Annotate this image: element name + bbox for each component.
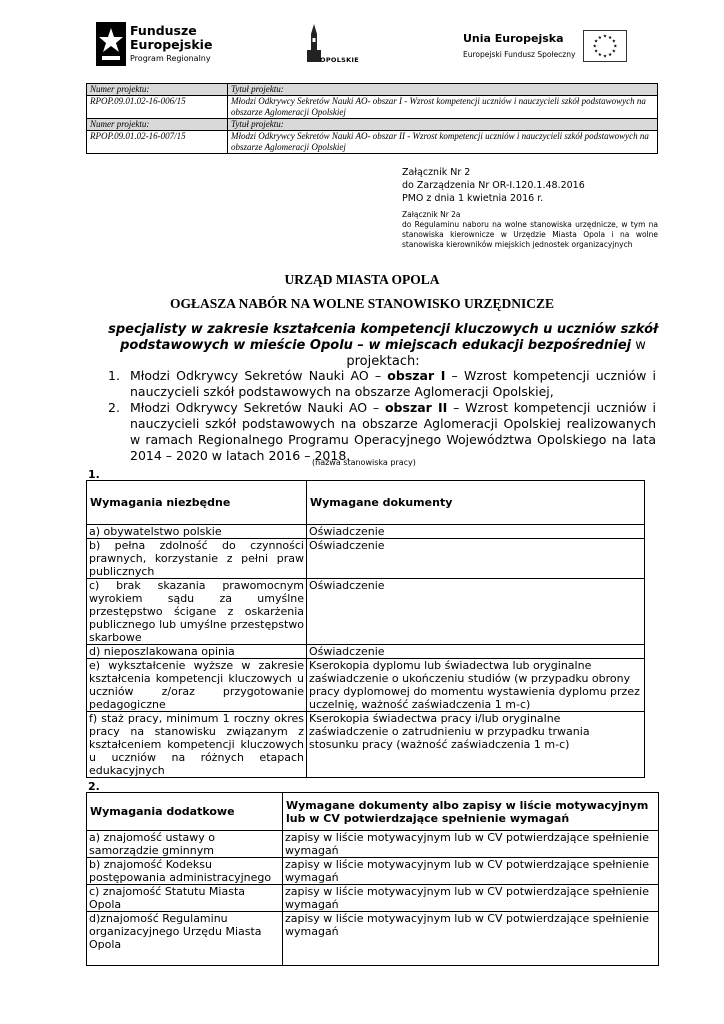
eu-logo-line2: Europejski Fundusz Społeczny	[463, 50, 576, 59]
annex-sub	[402, 210, 658, 250]
svg-text:★: ★	[611, 49, 617, 55]
svg-text:★: ★	[608, 52, 613, 58]
position-description	[108, 322, 658, 370]
project-list	[108, 368, 656, 464]
section2-number: 2.	[88, 780, 100, 793]
list-item-post: – Wzrost kompetencji uczniów i nauczycieli szkół podstawowych na obszarze Aglomeracji Opolskiej realizowanych w ramach Regionalnego Programu Operacyjnego Województwa Opolskiego na lata 2014 – 2020 w latach 2016 – 2018.	[130, 400, 656, 463]
fe-star-icon	[96, 22, 126, 66]
requirement-cell: a) znajomość ustawy o samorządzie gminnym	[87, 831, 283, 858]
project-title-label: Tytuł projektu:	[228, 84, 658, 96]
project-row	[87, 131, 658, 154]
project-number-label: Numer projektu:	[87, 119, 228, 131]
svg-text:★: ★	[613, 44, 618, 50]
opolskie-logo-text: OPOLSKIE	[320, 56, 359, 64]
document-cell: Kserokopia dyplomu lub świadectwa lub oryginalne zaświadczenie o ukończeniu studiów (w przypadku obrony pracy dyplomowej do momentu wystawienia dyplomu przez uczelnię, ważność zaświadczenia 1 m-c)	[307, 659, 645, 712]
svg-text:★: ★	[597, 35, 602, 41]
table-row	[87, 539, 645, 579]
position-name: specjalisty w zakresie kształcenia kompetencji kluczowych u uczniów szkół podstawowych w mieście Opolu – w miejscach edukacji bezpośredniej	[108, 322, 658, 353]
annex-sub-title: Załącznik Nr 2a	[402, 210, 461, 219]
project-table	[86, 83, 658, 154]
requirement-cell: d) nieposzlakowana opinia	[87, 645, 307, 659]
document-cell: Oświadczenie	[307, 525, 645, 539]
additional-table	[86, 792, 659, 966]
list-item-pre: Młodzi Odkrywcy Sekretów Nauki AO –	[130, 400, 385, 415]
document-cell: zapisy w liście motywacyjnym lub w CV potwierdzające spełnienie wymagań	[283, 858, 659, 885]
requirement-cell: e) wykształcenie wyższe w zakresie kształcenia kompetencji kluczowych u uczniów z/oraz przygotowanie pedagogiczne	[87, 659, 307, 712]
list-item	[108, 368, 656, 400]
fe-logo-line2: Europejskie	[130, 37, 213, 52]
project-title: Młodzi Odkrywcy Sekretów Nauki AO- obszar I - Wzrost kompetencji uczniów i nauczycieli szkół podstawowych na obszarze Aglomeracji Opolskiej	[228, 96, 658, 119]
position-tail: w projektach:	[346, 338, 646, 369]
table-row	[87, 645, 645, 659]
annex-line2: do Zarządzenia Nr OR-I.120.1.48.2016	[402, 180, 585, 191]
table-row	[87, 831, 659, 858]
table-row	[87, 885, 659, 912]
requirement-cell: b) pełna zdolność do czynności prawnych, korzystanie z pełni praw publicznych	[87, 539, 307, 579]
table-header-row	[87, 793, 659, 831]
document-cell: Oświadczenie	[307, 579, 645, 645]
list-item-post: – Wzrost kompetencji uczniów i nauczycieli szkół podstawowych na obszarze Aglomeracji Opolskiej,	[130, 368, 656, 399]
table-row	[87, 659, 645, 712]
requirement-cell: f) staż pracy, minimum 1 roczny okres pracy na stanowisku związanym z kształceniem kompetencji kluczowych u uczniów na różnych etapach edukacyjnych	[87, 712, 307, 778]
list-item	[108, 400, 656, 464]
document-cell: Kserokopia świadectwa pracy i/lub oryginalne zaświadczenie o zatrudnieniu w przypadku trwania stosunku pracy (ważność zaświadczenia 1 m-c)	[307, 712, 645, 778]
list-item-bold: obszar II	[384, 400, 448, 415]
column-header: Wymagania dodatkowe	[87, 793, 283, 831]
eu-logo	[463, 30, 628, 68]
document-cell: zapisy w liście motywacyjnym lub w CV potwierdzające spełnienie wymagań	[283, 885, 659, 912]
column-header: Wymagane dokumenty	[307, 481, 645, 525]
project-title-label: Tytuł projektu:	[228, 119, 658, 131]
svg-text:★: ★	[593, 39, 599, 45]
project-header-row	[87, 84, 658, 96]
fundusze-europejskie-logo	[96, 22, 226, 70]
svg-text:★: ★	[593, 49, 599, 55]
announcement-title: OGŁASZA NABÓR NA WOLNE STANOWISKO URZĘDNICZE	[170, 296, 554, 311]
position-hint: (nazwa stanowiska pracy)	[312, 458, 416, 467]
svg-text:★: ★	[608, 35, 613, 41]
eu-flag-icon	[583, 30, 627, 62]
project-title: Młodzi Odkrywcy Sekretów Nauki AO- obszar II - Wzrost kompetencji uczniów i nauczycieli szkół podstawowych na obszarze Aglomeracji Opolskiej	[228, 131, 658, 154]
project-number: RPOP.09.01.02-16-006/15	[87, 96, 228, 119]
table-row	[87, 579, 645, 645]
required-table	[86, 480, 645, 778]
svg-text:★: ★	[602, 34, 608, 40]
list-item-number: 1.	[108, 368, 120, 383]
document-cell: Oświadczenie	[307, 539, 645, 579]
table-row	[87, 712, 645, 778]
fe-logo-text	[130, 24, 212, 66]
svg-text:★: ★	[602, 54, 608, 60]
project-header-row	[87, 119, 658, 131]
svg-text:★: ★	[611, 39, 617, 45]
requirement-cell: a) obywatelstwo polskie	[87, 525, 307, 539]
project-number-label: Numer projektu:	[87, 84, 228, 96]
document-cell: zapisy w liście motywacyjnym lub w CV potwierdzające spełnienie wymagań	[283, 912, 659, 966]
document-cell: Oświadczenie	[307, 645, 645, 659]
eu-stars-icon	[584, 31, 626, 61]
fe-logo-line3: Program Regionalny	[130, 54, 211, 63]
list-item-pre: Młodzi Odkrywcy Sekretów Nauki AO –	[130, 368, 388, 383]
section1-number: 1.	[88, 468, 100, 481]
column-header: Wymagania niezbędne	[87, 481, 307, 525]
project-row	[87, 96, 658, 119]
column-header: Wymagane dokumenty albo zapisy w liście motywacyjnym lub w CV potwierdzające spełnienie wymagań	[283, 793, 659, 831]
eu-logo-line1: Unia Europejska	[463, 32, 564, 45]
project-number: RPOP.09.01.02-16-007/15	[87, 131, 228, 154]
table-row	[87, 912, 659, 966]
svg-text:★: ★	[597, 52, 602, 58]
table-row	[87, 858, 659, 885]
office-title: URZĄD MIASTA OPOLA	[284, 272, 440, 287]
fe-logo-line1: Fundusze	[130, 23, 197, 38]
list-item-number: 2.	[108, 400, 120, 415]
table-header-row	[87, 481, 645, 525]
document-cell: zapisy w liście motywacyjnym lub w CV potwierdzające spełnienie wymagań	[283, 831, 659, 858]
table-row	[87, 525, 645, 539]
annex-main	[402, 166, 585, 205]
requirement-cell: d)znajomość Regulaminu organizacyjnego Urzędu Miasta Opola	[87, 912, 283, 966]
annex-line1: Załącznik Nr 2	[402, 167, 471, 178]
annex-line3: PMO z dnia 1 kwietnia 2016 r.	[402, 193, 544, 204]
svg-text:★: ★	[592, 44, 597, 50]
annex-sub-text: do Regulaminu naboru na wolne stanowiska urzędnicze, w tym na stanowiska kierownicze w Urzędzie Miasta Opola i na wolne stanowiska kierowników miejskich jednostek organizacyjnych	[402, 220, 658, 249]
list-item-bold: obszar I	[387, 368, 446, 383]
requirement-cell: b) znajomość Kodeksu postępowania administracyjnego	[87, 858, 283, 885]
requirement-cell: c) brak skazania prawomocnym wyrokiem sądu za umyślne przestępstwo ścigane z oskarżenia publicznego lub umyślne przestępstwo skarbowe	[87, 579, 307, 645]
requirement-cell: c) znajomość Statutu Miasta Opola	[87, 885, 283, 912]
opolskie-logo	[298, 24, 370, 68]
